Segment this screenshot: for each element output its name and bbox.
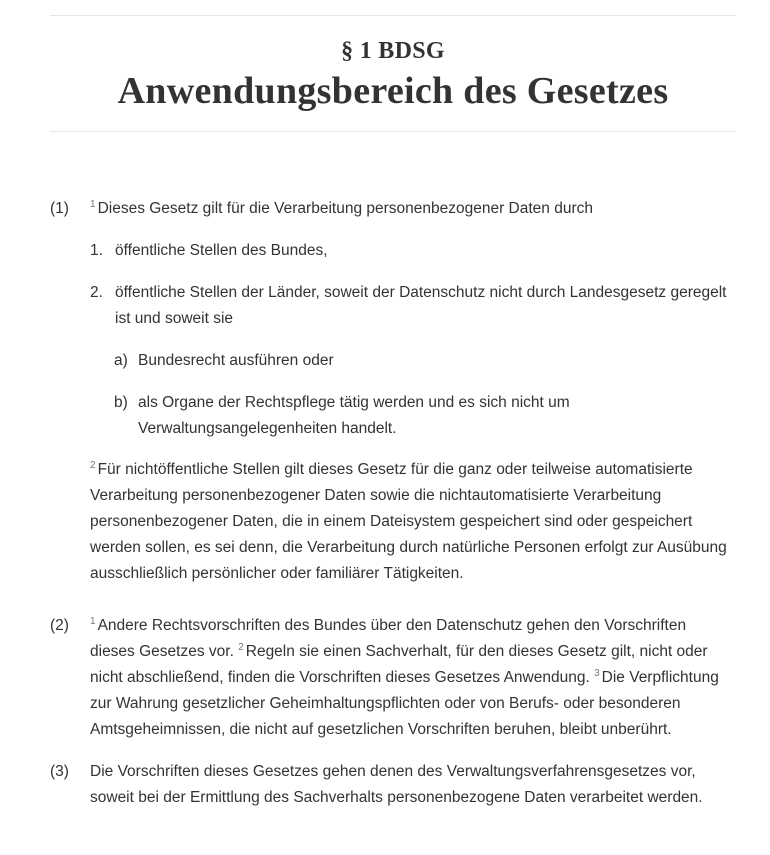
- absatz-text: Die Vorschriften dieses Gesetzes gehen denen des Verwaltungsverfahrensgesetzes vor, soweit bei der Ermittlung des Sachverhalts personenbezogene Daten verarbeitet werden.: [90, 763, 703, 806]
- sentence-number: 2: [90, 460, 96, 471]
- page-title: Anwendungsbereich des Gesetzes: [117, 70, 669, 112]
- sentence-number: 1: [90, 616, 96, 627]
- sub-list-item: [114, 348, 734, 374]
- law-content: [0, 196, 770, 811]
- sentence-text: Für nichtöffentliche Stellen gilt dieses Gesetz für die ganz oder teilweise automatisierte Verarbeitung personenbezogener Daten sowie die nichtautomatisierte Verarbeitung personenbezogener Daten, die in einem Dateisystem gespeichert sind oder gespeichert werden sollen, es sei denn, die Verarbeitung durch natürliche Personen erfolgt zur Ausübung ausschließlich persönlicher oder familiärer Tätigkeiten.: [90, 461, 727, 582]
- sub-list-letter: a): [114, 352, 128, 369]
- sentence-1: [90, 196, 734, 222]
- absatz-3: [0, 759, 770, 811]
- sentence-text: Dieses Gesetz gilt für die Verarbeitung personenbezogener Daten durch: [97, 200, 594, 217]
- top-divider: [50, 15, 736, 16]
- section-number: § 1 BDSG: [341, 38, 445, 64]
- sentence-number: 2: [238, 642, 244, 653]
- absatz-1: [0, 196, 770, 587]
- absatz-2: [0, 613, 770, 743]
- sub-list-letter: b): [114, 394, 128, 411]
- sub-list-text: Bundesrecht ausführen oder: [138, 352, 334, 369]
- list-item: [90, 238, 734, 264]
- sentence-text: Die Verpflichtung zur Wahrung gesetzlicher Geheimhaltungspflichten oder von Berufs- oder besonderen Amtsgeheimnissen, die nicht auf gesetzlichen Vorschriften beruhen, bleibt unberührt.: [90, 669, 719, 738]
- absatz-number: (3): [50, 763, 69, 780]
- sentence-text: Regeln sie einen Sachverhalt, für den dieses Gesetz gilt, nicht oder nicht abschließend, finden die Vorschriften dieses Gesetzes Anwendung.: [90, 643, 708, 686]
- list-number: 2.: [90, 284, 103, 301]
- absatz-text: [90, 613, 734, 743]
- list-text: öffentliche Stellen der Länder, soweit der Datenschutz nicht durch Landesgesetz geregelt ist und soweit sie: [115, 284, 727, 327]
- absatz-number: (2): [50, 617, 69, 634]
- sub-list-text: als Organe der Rechtspflege tätig werden und es sich nicht um Verwaltungsangelegenheiten handelt.: [138, 394, 570, 437]
- list-text: öffentliche Stellen des Bundes,: [115, 242, 328, 259]
- sentence-text: Andere Rechtsvorschriften des Bundes über den Datenschutz gehen den Vorschriften dieses Gesetzes vor.: [90, 617, 687, 660]
- list-number: 1.: [90, 242, 103, 259]
- sentence-number: 3: [594, 668, 600, 679]
- header-divider: [50, 131, 736, 132]
- list-item: [90, 280, 734, 332]
- absatz-number: (1): [50, 200, 69, 217]
- sentence-2: [90, 457, 734, 587]
- law-header: [50, 36, 736, 114]
- sub-list-item: [114, 390, 734, 442]
- sentence-number: 1: [90, 199, 96, 210]
